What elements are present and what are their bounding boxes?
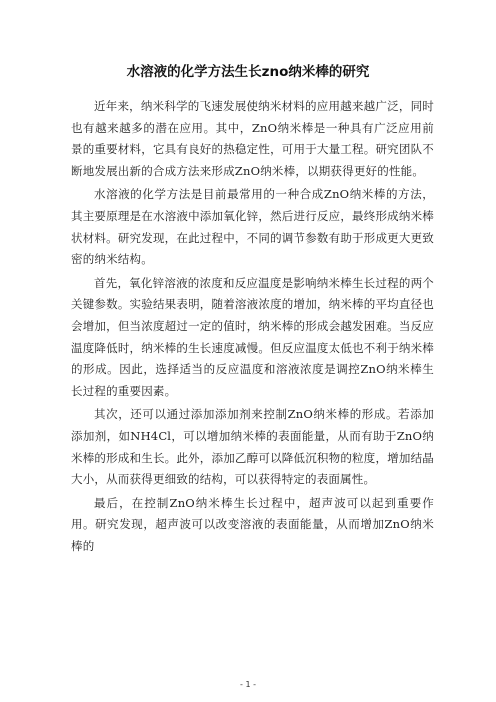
page-number: - 1 - (240, 680, 256, 689)
document-title: 水溶液的化学方法生长zno纳米棒的研究 (126, 64, 370, 80)
paragraph-3: 首先，氧化锌溶液的浓度和反应温度是影响纳米棒生长过程的两个关键参数。实验结果表明，随着溶液浓度的增加，纳米棒的平均直径也会增加，但当浓度超过一定的值时，纳米棒的形成会越发困难。当反应温度降低时，纳米棒的生长速度减慢。但反应温度太低也不利于纳米棒的形成。因此，选择适当的反应温度和溶液浓度是调控ZnO纳米棒生长过程的重要因素。 (71, 275, 434, 398)
paragraph-1: 近年来，纳米科学的飞速发展使纳米材料的应用越来越广泛，同时也有越来越多的潜在应用。其中，ZnO纳米棒是一种具有广泛应用前景的重要材料，它具有良好的热稳定性，可用于大量工程。研究团队不断地发展出新的合成方法来形成ZnO纳米棒，以期获得更好的性能。 (71, 99, 434, 178)
document-body (71, 96, 434, 559)
paragraph-4: 其次，还可以通过添加添加剂来控制ZnO纳米棒的形成。若添加添加剂，如NH4Cl，可以增加纳米棒的表面能量，从而有助于ZnO纳米棒的形成和生长。此外，添加乙醇可以降低沉积物的粒度，增加结晶大小，从而获得更细致的结构，可以获得特定的表面属性。 (71, 407, 434, 487)
paragraph-2: 水溶液的化学方法是目前最常用的一种合成ZnO纳米棒的方法，其主要原理是在水溶液中添加氧化锌，然后进行反应，最终形成纳米棒状材料。研究发现，在此过程中，不同的调节参数有助于形成更大更致密的纳米结构。 (71, 187, 434, 267)
paragraph-5: 最后，在控制ZnO纳米棒生长过程中，超声波可以起到重要作用。研究发现，超声波可以改变溶液的表面能量，从而增加ZnO纳米棒的 (71, 495, 434, 553)
